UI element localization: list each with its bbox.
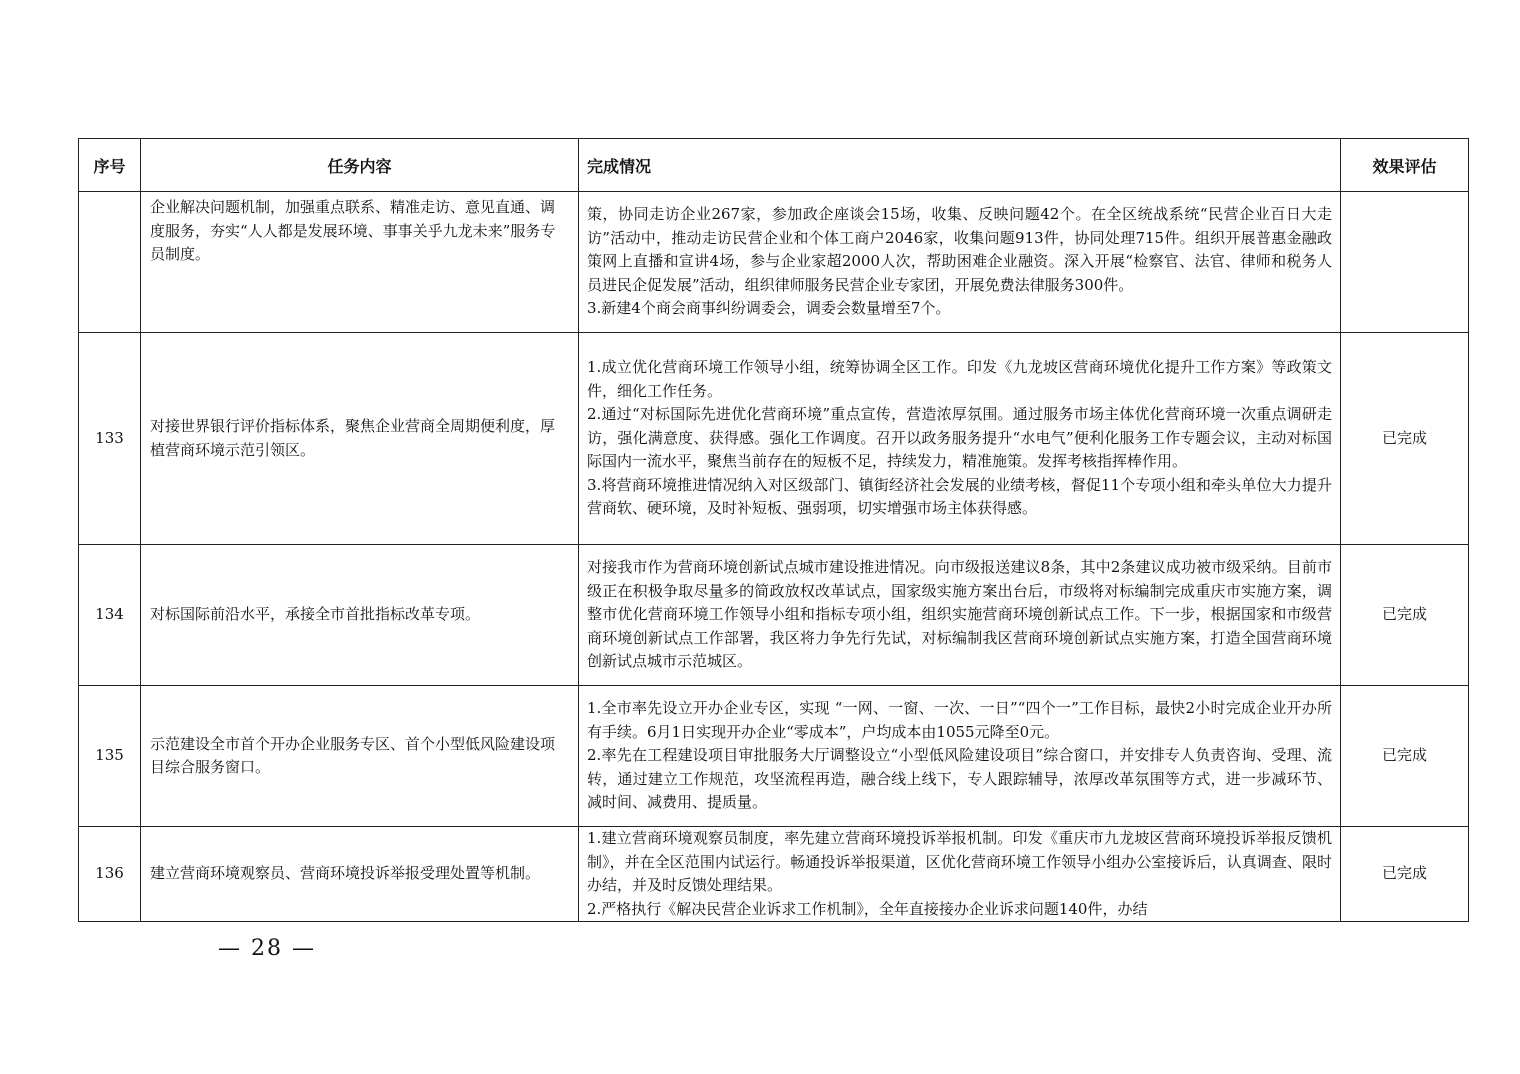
table-row (79, 827, 1469, 922)
done-paragraph: 1.建立营商环境观察员制度，率先建立营商环境投诉举报机制。印发《重庆市九龙坡区营商环境投诉举报反馈机制》，并在全区范围内试运行。畅通投诉举报渠道，区优化营商环境工作领导小组办公室接诉后，认真调查、限时办结，并及时反馈处理结果。 (587, 829, 1332, 894)
task-table (78, 138, 1469, 922)
header-done: 完成情况 (579, 139, 1341, 192)
row-eval: 已完成 (1341, 686, 1469, 827)
done-paragraph: 1.全市率先设立开办企业专区，实现 “一网、一窗、一次、一日”“四个一”工作目标，最快2小时完成企业开办所有手续。6月1日实现开办企业“零成本”，户均成本由1055元降至0元。 (587, 699, 1332, 741)
done-paragraph: 对接我市作为营商环境创新试点城市建设推进情况。向市级报送建议8条，其中2条建议成功被市级采纳。目前市级正在积极争取尽量多的简政放权改革试点，国家级实施方案出台后，市级将对标编制完成重庆市实施方案，调整市优化营商环境工作领导小组和指标专项小组，组织实施营商环境创新试点工作。下一步，根据国家和市级营商环境创新试点工作部署，我区将力争先行先试，对标编制我区营商环境创新试点实施方案，打造全国营商环境创新试点城市示范城区。 (587, 558, 1332, 671)
row-done (579, 827, 1341, 922)
row-no: 136 (79, 827, 141, 922)
task-text: 建立营商环境观察员、营商环境投诉举报受理处置等机制。 (150, 864, 541, 883)
task-text: 对接世界银行评价指标体系，聚焦企业营商全周期便利度，厚植营商环境示范引领区。 (150, 417, 556, 459)
row-task (141, 545, 579, 686)
page-number: — 28 — (218, 936, 316, 961)
row-eval (1341, 192, 1469, 333)
row-done (579, 192, 1341, 333)
done-paragraph: 3.新建4个商会商事纠纷调委会，调委会数量增至7个。 (587, 299, 951, 318)
table-header-row (79, 139, 1469, 192)
row-no: 134 (79, 545, 141, 686)
table-row (79, 545, 1469, 686)
done-paragraph: 策，协同走访企业267家，参加政企座谈会15场，收集、反映问题42个。在全区统战系统“民营企业百日大走访”活动中，推动走访民营企业和个体工商户2046家，收集问题913件，协同处理715件。组织开展普惠金融政策网上直播和宣讲4场，参与企业家超2000人次，帮助困难企业融资。深入开展“检察官、法官、律师和税务人员进民企促发展”活动，组织律师服务民营企业专家团，开展免费法律服务300件。 (587, 205, 1332, 294)
done-paragraph: 2.通过“对标国际先进优化营商环境”重点宣传，营造浓厚氛围。通过服务市场主体优化营商环境一次重点调研走访，强化满意度、获得感。强化工作调度。召开以政务服务提升“水电气”便利化服务工作专题会议，主动对标国际国内一流水平，聚焦当前存在的短板不足，持续发力，精准施策。发挥考核指挥棒作用。 (587, 405, 1332, 471)
row-no: 133 (79, 333, 141, 545)
table-row (79, 333, 1469, 545)
header-eval: 效果评估 (1341, 139, 1469, 192)
task-text: 企业解决问题机制，加强重点联系、精准走访、意见直通、调度服务，夯实“人人都是发展环境、事事关乎九龙未来”服务专员制度。 (150, 198, 556, 263)
row-eval: 已完成 (1341, 333, 1469, 545)
row-done (579, 333, 1341, 545)
row-eval: 已完成 (1341, 545, 1469, 686)
task-text: 对标国际前沿水平，承接全市首批指标改革专项。 (150, 605, 481, 624)
row-task (141, 192, 579, 333)
row-task (141, 333, 579, 545)
done-paragraph: 2.严格执行《解决民营企业诉求工作机制》，全年直接接办企业诉求问题140件，办结 (587, 899, 1148, 918)
row-done (579, 686, 1341, 827)
header-task: 任务内容 (141, 139, 579, 192)
done-paragraph: 2.率先在工程建设项目审批服务大厅调整设立“小型低风险建设项目”综合窗口，并安排专人负责咨询、受理、流转，通过建立工作规范，攻坚流程再造，融合线上线下，专人跟踪辅导，浓厚改革氛围等方式，进一步减环节、减时间、减费用、提质量。 (587, 746, 1332, 812)
row-no (79, 192, 141, 333)
row-done (579, 545, 1341, 686)
done-paragraph: 3.将营商环境推进情况纳入对区级部门、镇街经济社会发展的业绩考核，督促11个专项小组和牵头单位大力提升营商软、硬环境，及时补短板、强弱项，切实增强市场主体获得感。 (587, 475, 1332, 518)
header-no: 序号 (79, 139, 141, 192)
row-eval: 已完成 (1341, 827, 1469, 922)
row-task (141, 686, 579, 827)
row-task (141, 827, 579, 922)
done-paragraph: 1.成立优化营商环境工作领导小组，统筹协调全区工作。印发《九龙坡区营商环境优化提升工作方案》等政策文件，细化工作任务。 (587, 358, 1332, 400)
row-no: 135 (79, 686, 141, 827)
task-text: 示范建设全市首个开办企业服务专区、首个小型低风险建设项目综合服务窗口。 (150, 734, 556, 776)
table-row (79, 192, 1469, 333)
table-row (79, 686, 1469, 827)
